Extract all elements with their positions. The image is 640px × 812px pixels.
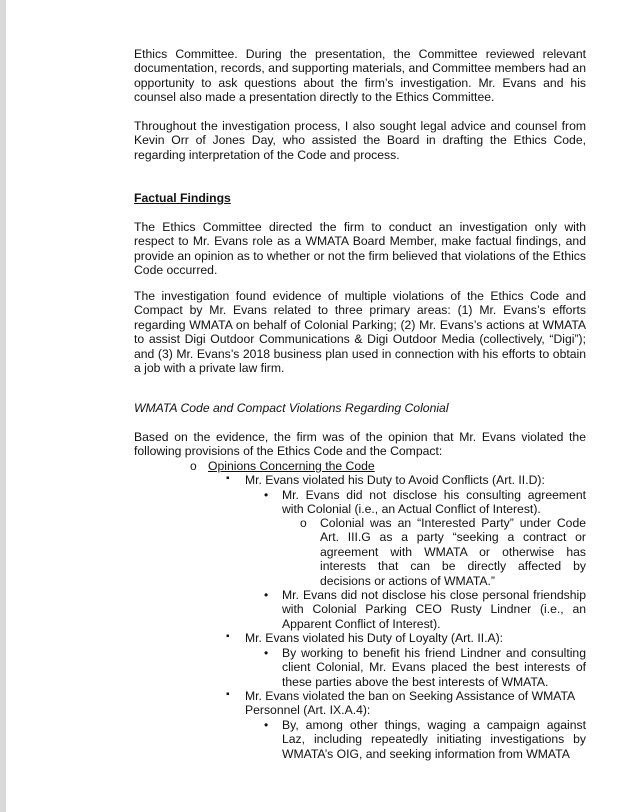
list-item-consulting-agreement: Mr. Evans did not disclose his consulting agreement with Colonial (i.e., an Actual Conflict of Interest). [282, 488, 586, 517]
square-bullet-icon: ▪ [226, 473, 230, 484]
paragraph-firm-opinion: Based on the evidence, the firm was of the opinion that Mr. Evans violated the following provisions of the Ethics Code and the Compact: [134, 430, 586, 459]
list-item-interested-party: Colonial was an “Interested Party” under Code Art. III.G as a party “seeking a contract or agreement with WMATA or otherwise has interests that can be directly affected by decisions or actions of WMATA.” [320, 516, 586, 588]
section-heading-factual-findings: Factual Findings [134, 191, 231, 205]
paragraph-presentation: Ethics Committee. During the presentation, the Committee reviewed relevant documentation, records, and supporting materials, and Committee members had an opportunity to ask questions about the firm’s investigation. Mr. Evans and his counsel also made a presentation directly to the Ethics Committee. [134, 47, 586, 105]
bullet-icon: • [264, 646, 269, 660]
circle-bullet-icon: o [190, 459, 197, 473]
list-item-duty-of-loyalty: Mr. Evans violated his Duty of Loyalty (Art. II.A): [245, 631, 504, 645]
bullet-icon: • [264, 588, 269, 602]
list-item-campaign-against-laz: By, among other things, waging a campaign against Laz, including repeatedly initiating investigations by WMATA’s OIG, and seeking information from WMATA [282, 718, 586, 761]
bullet-icon: • [264, 488, 269, 502]
square-bullet-icon: ▪ [226, 631, 230, 642]
opinions-label: Opinions Concerning the Code [208, 459, 375, 473]
paragraph-investigation-found: The investigation found evidence of multiple violations of the Ethics Code and Compact by Mr. Evans related to three primary areas: (1) Mr. Evans’s efforts regarding WMATA on behalf of Colonial Parking; (2) Mr. Evans’s actions at WMATA to assist Digi Outdoor Communications & Digi Outdoor Media (collectively, “Digi”); and (3) Mr. Evans’s 2018 business plan used in connection with his efforts to obtain a job with a private law firm. [134, 289, 586, 376]
paragraph-committee-directive: The Ethics Committee directed the firm to conduct an investigation only with respect to Mr. Evans role as a WMATA Board Member, make factual findings, and provide an opinion as to whether or not the firm believed that violations of the Ethics Code occurred. [134, 220, 586, 278]
paragraph-legal-advice: Throughout the investigation process, I also sought legal advice and counsel from Kevin Orr of Jones Day, who assisted the Board in drafting the Ethics Code, regarding interpretation of the Code and process. [134, 119, 586, 162]
square-bullet-icon: ▪ [226, 689, 230, 700]
bullet-icon: • [264, 718, 269, 732]
list-item-duty-avoid-conflicts: Mr. Evans violated his Duty to Avoid Conflicts (Art. II.D): [245, 473, 545, 487]
list-item-seeking-assistance: Mr. Evans violated the ban on Seeking Assistance of WMATA Personnel (Art. IX.A.4): [245, 689, 575, 718]
list-item-benefit-lindner: By working to benefit his friend Lindner and consulting client Colonial, Mr. Evans placed the best interests of these parties above the best interests of WMATA. [282, 646, 586, 689]
circle-bullet-icon: o [300, 516, 307, 530]
document-page [6, 0, 640, 812]
list-item-personal-friendship: Mr. Evans did not disclose his close personal friendship with Colonial Parking CEO Rusty Lindner (i.e., an Apparent Conflict of Interest). [282, 588, 586, 631]
subheading-colonial-violations: WMATA Code and Compact Violations Regarding Colonial [134, 401, 449, 415]
